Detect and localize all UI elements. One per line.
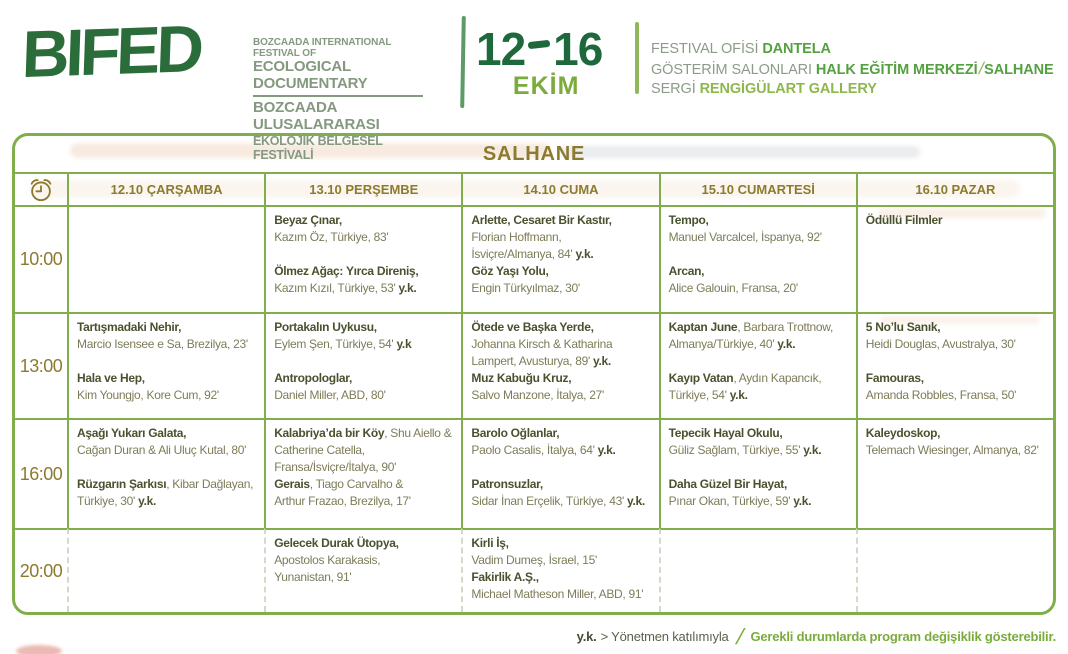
festival-name-en-line1: BOZCAADA INTERNATIONAL FESTIVAL OF (253, 37, 392, 60)
paint-smudge (16, 645, 62, 654)
film-title: y.k (396, 337, 412, 351)
film-line (669, 280, 854, 297)
film-line (274, 569, 459, 586)
film-line (866, 336, 1051, 353)
film-credit: Kim Youngjo, Kore Cum, 92' (77, 388, 219, 402)
film-credit: Salvo Manzone, İtalya, 27' (471, 388, 604, 402)
film-line (274, 229, 459, 246)
film-title: Ölmez Ağaç: Yırca Direniş, (274, 264, 419, 278)
film-credit: Amanda Robbles, Fransa, 50' (865, 388, 1017, 402)
film-title: y.k. (803, 443, 822, 457)
film-line (77, 493, 262, 510)
film-title: Antropologlar, (274, 371, 352, 385)
film-credit: Manuel Varcalcel, İspanya, 92' (668, 230, 822, 244)
expo-label: SERGİ (651, 81, 696, 97)
bifed-logo: BIFED (20, 10, 202, 92)
film-title: Fakirlik A.Ş., (471, 570, 539, 584)
film-credit: Cağan Duran & Ali Uluç Kutal, 80' (77, 443, 247, 457)
film-line (274, 425, 459, 442)
schedule-cell (67, 312, 264, 418)
film-title: Tepecik Hayal Okulu, (668, 426, 783, 440)
schedule-cell (659, 312, 856, 418)
yk-abbreviation: y.k. (576, 629, 597, 644)
expo-value: RENGİGÜLART GALLERY (699, 81, 877, 97)
schedule-cell (264, 528, 461, 612)
film-line (669, 212, 854, 229)
film-line (77, 476, 262, 493)
office-value: DANTELA (762, 41, 831, 57)
film-title: Gerais (274, 477, 310, 491)
film-line (77, 336, 262, 353)
film-credit: Marcio Isensee e Sa, Brezilya, 23' (77, 337, 248, 351)
film-title: Kirli İş, (471, 536, 509, 550)
film-credit: Apostolos Karakasis, (274, 553, 381, 567)
schedule-cell (856, 528, 1053, 612)
brush-divider (460, 16, 466, 108)
film-line (471, 319, 656, 336)
film-title: Daha Güzel Bir Hayat, (668, 477, 787, 491)
date-month: EKİM (512, 72, 580, 100)
film-title: Patronsuzlar, (471, 477, 543, 491)
schedule-table (12, 133, 1056, 615)
day-header: 13.10 PERŞEMBE (264, 172, 461, 205)
film-line (77, 319, 262, 336)
film-credit: Daniel Miller, ABD, 80' (274, 388, 386, 402)
spacer-line (669, 246, 854, 263)
film-credit: , Aydın Kapancık, (733, 371, 822, 385)
film-title: Ödüllü Filmler (865, 213, 943, 227)
film-title: Famouras, (865, 371, 924, 385)
film-title: y.k. (793, 494, 812, 508)
venues-value-2: SALHANE (984, 62, 1054, 78)
film-line (274, 493, 459, 510)
info-line-office (651, 40, 1054, 59)
venues-value-1: HALK EĞİTİM MERKEZİ (815, 62, 978, 78)
film-title: Aşağı Yukarı Galata, (77, 426, 187, 440)
film-title: y.k. (729, 388, 748, 402)
film-title: Muz Kabuğu Kruz, (471, 371, 572, 385)
film-title: y.k. (777, 337, 796, 351)
film-credit: Eylem Şen, Türkiye, 54' (274, 337, 397, 351)
film-line (471, 586, 656, 603)
film-credit: Arthur Frazao, Brezilya, 17' (274, 494, 411, 508)
film-title: Kalabriya’da bir Köy (274, 426, 385, 440)
film-title: Barolo Oğlanlar, (471, 426, 560, 440)
spacer-line (77, 353, 262, 370)
film-line (274, 280, 459, 297)
film-line (274, 476, 459, 493)
film-credit: Fransa/İsviçre/İtalya, 90' (274, 460, 397, 474)
film-line (274, 387, 459, 404)
film-title: Rüzgarın Şarkısı (77, 477, 167, 491)
film-line (274, 459, 459, 476)
film-line (471, 493, 656, 510)
film-credit: Türkiye, 30' (77, 494, 139, 508)
film-line (471, 229, 656, 246)
film-line (471, 336, 656, 353)
film-credit: Catherine Catella, (274, 443, 365, 457)
film-credit: Telemach Wiesinger, Almanya, 82' (865, 443, 1039, 457)
film-title: Ötede ve Başka Yerde, (471, 320, 594, 334)
film-title: Gelecek Durak Ütopya, (274, 536, 399, 550)
film-line (274, 212, 459, 229)
film-line (274, 336, 459, 353)
film-line (669, 387, 854, 404)
film-line (471, 552, 656, 569)
info-line-expo (651, 80, 1054, 99)
schedule-cell (856, 205, 1053, 312)
film-credit: Pınar Okan, Türkiye, 59' (668, 494, 794, 508)
festival-info-block (651, 40, 1054, 99)
date-dash (528, 40, 551, 49)
film-line (669, 370, 854, 387)
film-title: Tempo, (668, 213, 709, 227)
time-column-header (15, 172, 67, 205)
film-credit: Lampert, Avusturya, 89' (471, 354, 593, 368)
festival-name-tr-line2: EKOLOJİK BELGESEL FESTİVALİ (253, 133, 383, 162)
spacer-line (274, 246, 459, 263)
brush-divider (635, 22, 639, 94)
film-line (866, 212, 1051, 229)
schedule-cell (67, 205, 264, 312)
footer-note: y.k. > Yönetmen katılımıyla / Gerekli durumlarda program değişiklik gösterebilir. (576, 624, 1056, 649)
schedule-cell (264, 312, 461, 418)
schedule-cell (659, 205, 856, 312)
film-credit: Yunanistan, 91' (274, 570, 352, 584)
day-header: 16.10 PAZAR (856, 172, 1053, 205)
film-line (866, 425, 1051, 442)
film-title: y.k. (593, 354, 611, 368)
film-title: y.k. (597, 443, 616, 457)
film-line (274, 535, 459, 552)
film-line (866, 370, 1051, 387)
film-title: Beyaz Çınar, (274, 213, 342, 227)
date-range (476, 23, 603, 75)
film-title: 5 No’lu Sanık, (865, 320, 941, 334)
time-label: 16:00 (15, 418, 67, 528)
film-line (866, 387, 1051, 404)
film-credit: Michael Matheson Miller, ABD, 91' (471, 587, 644, 601)
schedule-cell (461, 205, 658, 312)
film-credit: Kazım Öz, Türkiye, 83' (274, 230, 389, 244)
film-title: Tartışmadaki Nehir, (77, 320, 182, 334)
venues-separator: / (976, 59, 986, 78)
yk-meaning: > Yönetmen katılımıyla (600, 629, 729, 644)
venues-label: GÖSTERİM SALONLARI (651, 62, 812, 78)
film-line (669, 493, 854, 510)
spacer-line (274, 353, 459, 370)
program-change-note: Gerekli durumlarda program değişiklik gösterebilir. (750, 629, 1056, 644)
film-line (274, 370, 459, 387)
film-line (669, 336, 854, 353)
day-header: 12.10 ÇARŞAMBA (67, 172, 264, 205)
film-line (669, 319, 854, 336)
schedule-cell (659, 528, 856, 612)
film-line (669, 229, 854, 246)
film-line (77, 425, 262, 442)
film-credit: , Barbara Trottnow, (737, 320, 833, 334)
film-credit: İsviçre/Almanya, 84' (471, 247, 576, 261)
film-credit: Alice Galouin, Fransa, 20' (668, 281, 798, 295)
spacer-line (866, 353, 1051, 370)
festival-dates (476, 23, 603, 100)
film-credit: Heidi Douglas, Avustralya, 30' (865, 337, 1016, 351)
film-line (274, 263, 459, 280)
film-line (471, 569, 656, 586)
date-from: 12 (476, 23, 526, 75)
film-credit: Türkiye, 54' (668, 388, 730, 402)
film-title: Kaptan June (668, 320, 738, 334)
festival-name-en-line2: ECOLOGICAL DOCUMENTARY (253, 59, 423, 97)
film-credit: Sidar İnan Erçelik, Türkiye, 43' (471, 494, 627, 508)
schedule-cell (461, 418, 658, 528)
schedule-cell (67, 418, 264, 528)
alarm-clock-icon (28, 177, 54, 203)
office-label: FESTIVAL OFİSİ (651, 41, 759, 57)
film-line (471, 370, 656, 387)
film-line (669, 263, 854, 280)
time-label: 20:00 (15, 528, 67, 612)
film-line (866, 442, 1051, 459)
film-credit: Florian Hoffmann, (471, 230, 562, 244)
film-credit: Kazım Kızıl, Türkiye, 53' (274, 281, 399, 295)
schedule-cell (67, 528, 264, 612)
time-label: 13:00 (15, 312, 67, 418)
film-line (471, 212, 656, 229)
film-title: y.k. (626, 494, 645, 508)
schedule-cell (264, 418, 461, 528)
festival-name-tr-line1: BOZCAADA ULUSALARARASI (253, 98, 380, 133)
film-title: y.k. (398, 281, 417, 295)
film-line (471, 442, 656, 459)
schedule-cell (264, 205, 461, 312)
film-line (274, 442, 459, 459)
film-line (471, 280, 656, 297)
schedule-cell (461, 528, 658, 612)
spacer-line (669, 353, 854, 370)
film-title: Göz Yaşı Yolu, (471, 264, 549, 278)
film-credit: Vadim Dumeş, İsrael, 15' (471, 553, 597, 567)
date-to: 16 (553, 23, 603, 75)
film-line (274, 319, 459, 336)
film-credit: , Shu Aiello & (384, 426, 452, 440)
spacer-line (77, 459, 262, 476)
film-title: Arcan, (668, 264, 705, 278)
film-title: Portakalın Uykusu, (274, 320, 377, 334)
film-line (471, 476, 656, 493)
film-credit: Paolo Casalis, İtalya, 64' (471, 443, 598, 457)
schedule-cell (856, 418, 1053, 528)
film-credit: , Tiago Carvalho & (309, 477, 404, 491)
film-line (471, 425, 656, 442)
film-line (77, 370, 262, 387)
film-line (471, 246, 656, 263)
film-line (77, 442, 262, 459)
venue-title: SALHANE (482, 142, 586, 165)
film-line (471, 387, 656, 404)
info-line-venues (651, 59, 1054, 80)
film-line (471, 535, 656, 552)
film-line (471, 353, 656, 370)
film-title: Kayıp Vatan (668, 371, 734, 385)
film-line (471, 263, 656, 280)
film-credit: Almanya/Türkiye, 40' (668, 337, 778, 351)
spacer-line (471, 459, 656, 476)
film-title: Hala ve Hep, (77, 371, 145, 385)
schedule-cell (461, 312, 658, 418)
film-title: y.k. (575, 247, 594, 261)
film-line (669, 442, 854, 459)
film-title: Arlette, Cesaret Bir Kastır, (471, 213, 612, 227)
film-line (669, 425, 854, 442)
schedule-cell (659, 418, 856, 528)
schedule-cell (856, 312, 1053, 418)
film-line (669, 476, 854, 493)
film-line (77, 387, 262, 404)
film-title: y.k. (138, 494, 157, 508)
time-label: 10:00 (15, 205, 67, 312)
film-credit: Johanna Kirsch & Katharina (471, 337, 613, 351)
film-line (274, 552, 459, 569)
day-header: 15.10 CUMARTESİ (659, 172, 856, 205)
film-credit: Engin Türkyılmaz, 30' (471, 281, 580, 295)
film-line (866, 319, 1051, 336)
film-credit: , Kibar Dağlayan, (166, 477, 254, 491)
film-title: Kaleydoskop, (865, 426, 941, 440)
spacer-line (669, 459, 854, 476)
day-header: 14.10 CUMA (461, 172, 658, 205)
film-credit: Güliz Sağlam, Türkiye, 55' (668, 443, 804, 457)
